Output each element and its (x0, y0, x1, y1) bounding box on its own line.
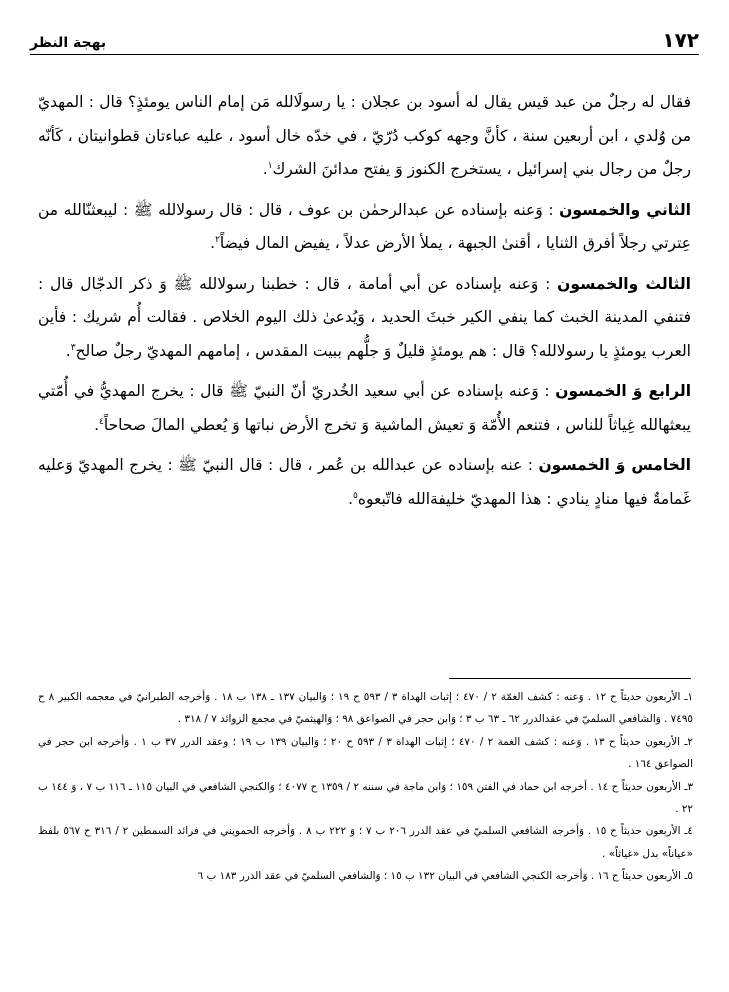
footnote-ref: ١ (267, 160, 273, 171)
footnote: ٤ـ الأربعون حديثاً ح ١٥ . وَأخرجه الشافعي السلميّ في عقد الدرر ٢٠٦ ب ٧ ؛ وَ ٢٢٢ ب ٨ . وَأخرجه الحمويني في فرائد السمطين ٢ / ٣١٦ ح ٥٦٧ بلفظ «عياناً» بدل «غياثاً» . (38, 825, 693, 860)
paragraph-text: : وَعنه بإسناده عن أبي أمامة ، قال : خطبنا رسولالله ﷺ وَ ذكر الدجّال قال : فتنفي المدينة الخبث كما ينفي الكير خبثَ الحديد ، وَيُدعىٰ ذلك اليوم الخلاص . فقالت أُم شريك : فأين العرب يومئذٍ يا رسولالله؟ قال : هم يومئذٍ قليلٌ وَ جلُّهم ببيت المقدس ، إمامهم المهديّ رجلٌ صالح (38, 274, 691, 360)
paragraph: الخامس وَ الخمسون : عنه بإسناده عن عبدالله بن عُمر ، قال : قال النبيّ ﷺ : يخرج المهديّ وَعليه غَمامةٌ فيها منادٍ ينادي : هذا المهديّ خليفةالله فاتّبعوه$^٥$. (38, 456, 691, 508)
footnote-ref: ٢ (215, 234, 220, 245)
footnote-ref: ٥ (353, 490, 358, 501)
paragraph-text: : وَعنه بإسناده عن عبدالرحمٰن بن عوف ، قال : قال رسولالله ﷺ : ليبعثنّالله من عِترتي رجلاً أفرق الثنايا ، أقنىٰ الجبهة ، يملأ الأرض عدلاً ، يفيض المال فيضاً (38, 200, 691, 252)
page-header (30, 28, 699, 55)
main-text (38, 86, 691, 523)
footnote: ١ـ الأربعون حديثاً ح ١٢ . وَعنه : كشف الغمّة ٢ / ٤٧٠ ؛ إثبات الهداة ٣ / ٥٩٣ ح ١٩ ؛ وَالبيان ١٣٧ ـ ١٣٨ ب ١٨ . وَأخرجه الطبرانيّ في معجمه الكبير ٨ ح ٧٤٩٥ . وَالشافعي السلميّ في عقدالدرر ٦٢ ـ ٦٣ ب ٣ ؛ وَابن حجر في الصواعق ٩٨ ؛ وَالهيثميّ في مجمع الزوائد ٧ / ٣١٨ . (38, 691, 693, 726)
hadith-heading: الثالث والخمسون (557, 274, 691, 293)
page-number: ١٧٢ (662, 28, 699, 52)
paragraph-text: فقال له رجلٌ من عبد قيس يقال له أسود بن عجلان : يا رسولَالله مَن إمام الناس يومئذٍ؟ قال : المهديّ من وُلدي ، ابن أربعين سنة ، كأنَّ وجهه كوكب دُرّيّ ، في خدّه خال أسود ، عليه عباءتان قطوانيتان ، كَأنّه رجلٌ من رجال بني إسرائيل ، يستخرج الكنوز وَ يفتح مدائنَ الشرك (38, 93, 691, 178)
footnote: ٣ـ الأربعون حديثاً ح ١٤ . أخرجه ابن حماد في الفتن ١٥٩ ؛ وَابن ماجة في سننه ٢ / ١٣٥٩ ح ٤٠٧٧ ؛ وَالكنجي الشافعي في البيان ١١٥ ـ ١١٦ ب ٧ ، وَ ١٤٤ ب ٢٢ . (38, 780, 694, 816)
paragraph: الثاني والخمسون : وَعنه بإسناده عن عبدالرحمٰن بن عوف ، قال : قال رسولالله ﷺ : ليبعثنّالله من عِترتي رجلاً أفرق الثنايا ، أقنىٰ الجبهة ، يملأ الأرض عدلاً ، يفيض المال فيضاً$^٢$. (38, 200, 691, 252)
footnote-ref: ٤ (99, 416, 104, 427)
paragraph: الرابع وَ الخمسون : وَعنه بإسناده عن أبي سعيد الخُدريّ أنّ النبيّ ﷺ قال : يخرج المهديُّ في أُمّتي يبعثهالله غِياثاً للناس ، فتنعم الأُمّة وَ تعيش الماشية وَ تخرج الأرض نباتها وَ يُعطي المالَ صحاحاً$^٤$. (38, 382, 692, 434)
footnote: ٥ـ الأربعون حديثاً ح ١٦ . وَأخرجه الكنجي الشافعي في البيان ١٣٢ ب ١٥ ؛ وَالشافعي السلميّ في عقد الدرر ١٨٣ ب ٦ (197, 870, 693, 883)
hadith-heading: الخامس وَ الخمسون (538, 456, 691, 474)
footnote-ref: ٣ (70, 342, 76, 353)
footnote-divider (449, 678, 691, 679)
hadith-heading: الثاني والخمسون (559, 200, 691, 219)
paragraph: الثالث والخمسون : وَعنه بإسناده عن أبي أمامة ، قال : خطبنا رسولالله ﷺ وَ ذكر الدجّال قال : فتنفي المدينة الخبث كما ينفي الكير خبثَ الحديد ، وَيُدعىٰ ذلك اليوم الخلاص . فقالت أُم شريك : فأين العرب يومئذٍ يا رسولالله؟ قال : هم يومئذٍ قليلٌ وَ جلُّهم ببيت المقدس ، إمامهم المهديّ رجلٌ صالح$^٣$. (38, 274, 691, 360)
paragraph-text: : وَعنه بإسناده عن أبي سعيد الخُدريّ أنّ النبيّ ﷺ قال : يخرج المهديُّ في أُمّتي يبعثهالله غِياثاً للناس ، فتنعم الأُمّة وَ تعيش الماشية وَ تخرج الأرض نباتها وَ يُعطي المالَ صحاحاً (38, 382, 691, 434)
paragraph-text: : عنه بإسناده عن عبدالله بن عُمر ، قال : قال النبيّ ﷺ : يخرج المهديّ وَعليه غَمامةٌ فيها منادٍ ينادي : هذا المهديّ خليفةالله فاتّبعوه (38, 456, 691, 508)
paragraph: فقال له رجلٌ من عبد قيس يقال له أسود بن عجلان : يا رسولَالله مَن إمام الناس يومئذٍ؟ قال : المهديّ من وُلدي ، ابن أربعين سنة ، كأنَّ وجهه كوكب دُرّيّ ، في خدّه خال أسود ، عليه عباءتان قطوانيتان ، كَأنّه رجلٌ من رجال بني إسرائيل ، يستخرج الكنوز وَ يفتح مدائنَ الشرك$^١$. (38, 93, 691, 178)
footnotes (38, 686, 693, 888)
hadith-heading: الرابع وَ الخمسون (555, 382, 692, 400)
book-title: بهجة النظر (30, 35, 107, 51)
footnote: ٢ـ الأربعون حديثاً ح ١٣ . وَعنه : كشف الغمة ٢ / ٤٧٠ ؛ إثبات الهداة ٣ / ٥٩٣ ح ٢٠ ؛ وَالبيان ١٣٩ ب ١٩ ؛ وعقد الدرر ٣٧ ب ١ . وَأخرجه ابن حجر في الصواعق ١٦٤ . (38, 735, 693, 771)
